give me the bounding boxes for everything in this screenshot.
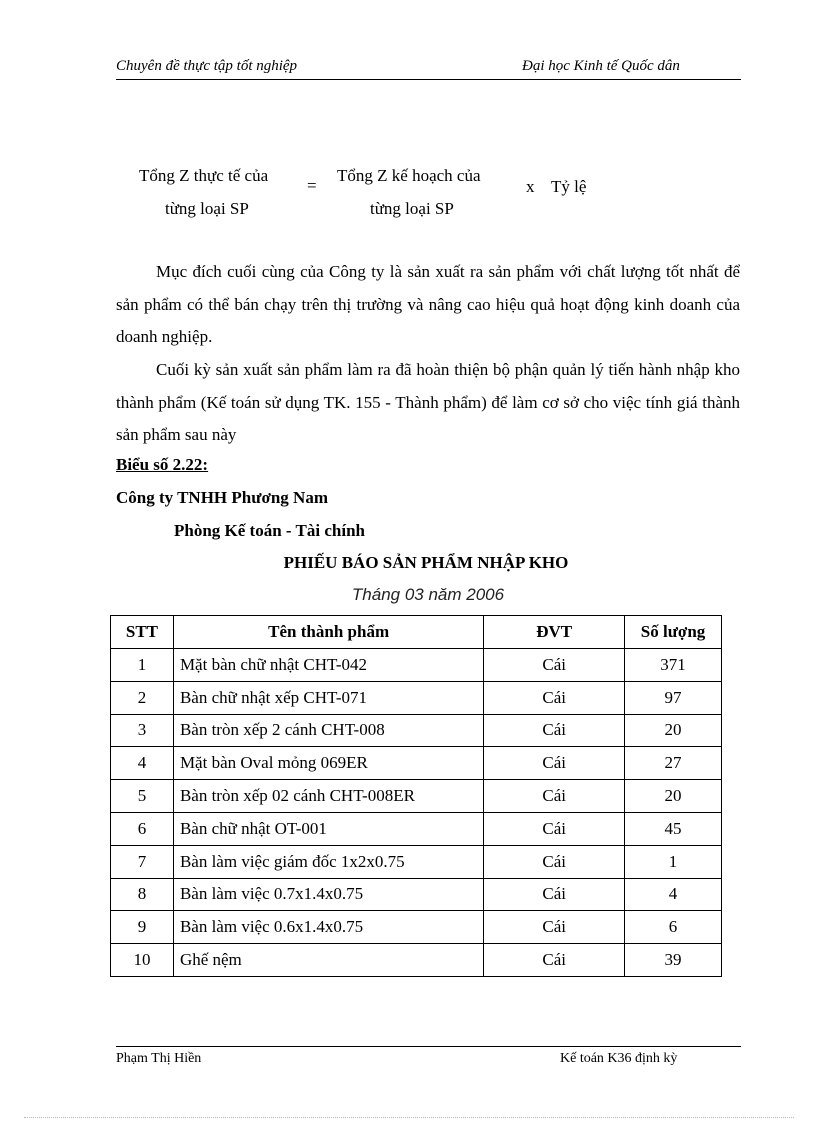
stock-table (110, 615, 722, 977)
paragraph-purpose-text: Mục đích cuối cùng của Công ty là sản xuất ra sản phẩm với chất lượng tốt nhất để sản phẩm có thể bán chạy trên thị trường và nâng cao hiệu quả hoạt động kinh doanh của doanh nghiệp. (116, 262, 740, 346)
col-header-quantity: Số lượng (625, 616, 722, 649)
cell-quantity: 6 (625, 911, 722, 944)
formula-left-line1: Tổng Z thực tế của (139, 166, 269, 185)
cell-unit: Cái (484, 649, 625, 682)
cell-stt: 5 (111, 780, 174, 813)
formula-times: x (526, 177, 535, 196)
table-row (111, 845, 722, 878)
cell-unit: Cái (484, 714, 625, 747)
paragraph-period-end-text: Cuối kỳ sản xuất sản phẩm làm ra đã hoàn thiện bộ phận quản lý tiến hành nhập kho thành phẩm (Kế toán sử dụng TK. 155 - Thành phẩm) để làm cơ sở cho việc tính giá thành sản phẩm sau này (116, 360, 740, 444)
cell-product-name: Bàn chữ nhật OT-001 (173, 812, 483, 845)
formula-rate: Tỷ lệ (551, 177, 587, 196)
cell-stt: 9 (111, 911, 174, 944)
form-title: PHIẾU BÁO SẢN PHẨM NHẬP KHO (283, 553, 569, 572)
department-name: Phòng Kế toán - Tài chính (174, 521, 365, 540)
footer-rule (116, 1046, 741, 1047)
cell-unit: Cái (484, 845, 625, 878)
cell-unit: Cái (484, 681, 625, 714)
formula-mid-line2: từng loại SP (370, 199, 454, 218)
cell-stt: 6 (111, 812, 174, 845)
cell-product-name: Bàn làm việc 0.6x1.4x0.75 (173, 911, 483, 944)
cell-product-name: Mặt bàn chữ nhật CHT-042 (173, 649, 483, 682)
form-period: Tháng 03 năm 2006 (351, 585, 505, 604)
cell-quantity: 1 (625, 845, 722, 878)
cell-unit: Cái (484, 780, 625, 813)
footer-right: Kế toán K36 định kỳ (560, 1051, 678, 1066)
cell-quantity: 4 (625, 878, 722, 911)
cell-product-name: Mặt bàn Oval mỏng 069ER (173, 747, 483, 780)
cell-stt: 8 (111, 878, 174, 911)
table-row (111, 812, 722, 845)
table-row (111, 878, 722, 911)
header-left: Chuyên đề thực tập tốt nghiệp (116, 58, 298, 74)
cell-stt: 10 (111, 944, 174, 977)
page-bottom-dotted-line (24, 1117, 794, 1118)
table-row (111, 911, 722, 944)
cell-product-name: Bàn làm việc 0.7x1.4x0.75 (173, 878, 483, 911)
paragraph-period-end (116, 354, 740, 452)
col-header-unit: ĐVT (484, 616, 625, 649)
col-header-stt: STT (111, 616, 174, 649)
formula-mid-line1: Tổng Z kế hoạch của (337, 166, 481, 185)
cell-stt: 7 (111, 845, 174, 878)
cell-product-name: Bàn chữ nhật xếp CHT-071 (173, 681, 483, 714)
header-rule (116, 79, 741, 80)
formula-left-line2: từng loại SP (165, 199, 249, 218)
cell-unit: Cái (484, 747, 625, 780)
table-row (111, 944, 722, 977)
cell-quantity: 20 (625, 714, 722, 747)
paragraph-purpose (116, 256, 740, 354)
cell-product-name: Bàn tròn xếp 02 cánh CHT-008ER (173, 780, 483, 813)
cell-product-name: Bàn tròn xếp 2 cánh CHT-008 (173, 714, 483, 747)
formula-equals: = (307, 176, 317, 195)
cell-unit: Cái (484, 944, 625, 977)
cell-quantity: 371 (625, 649, 722, 682)
table-row (111, 649, 722, 682)
table-row (111, 681, 722, 714)
table-row (111, 714, 722, 747)
cell-stt: 2 (111, 681, 174, 714)
cell-quantity: 20 (625, 780, 722, 813)
table-header-row (111, 616, 722, 649)
cell-unit: Cái (484, 911, 625, 944)
cell-unit: Cái (484, 878, 625, 911)
cell-stt: 3 (111, 714, 174, 747)
footer-left: Phạm Thị Hiền (116, 1051, 202, 1066)
table-row (111, 747, 722, 780)
cell-stt: 4 (111, 747, 174, 780)
cell-quantity: 97 (625, 681, 722, 714)
header-right: Đại học Kinh tế Quốc dân (522, 58, 680, 74)
cell-product-name: Bàn làm việc giám đốc 1x2x0.75 (173, 845, 483, 878)
cell-quantity: 39 (625, 944, 722, 977)
cell-quantity: 27 (625, 747, 722, 780)
cell-unit: Cái (484, 812, 625, 845)
company-name: Công ty TNHH Phương Nam (116, 488, 328, 507)
cell-stt: 1 (111, 649, 174, 682)
form-label: Biểu số 2.22: (116, 455, 209, 474)
cell-product-name: Ghế nệm (173, 944, 483, 977)
cell-quantity: 45 (625, 812, 722, 845)
col-header-product-name: Tên thành phẩm (173, 616, 483, 649)
table-row (111, 780, 722, 813)
